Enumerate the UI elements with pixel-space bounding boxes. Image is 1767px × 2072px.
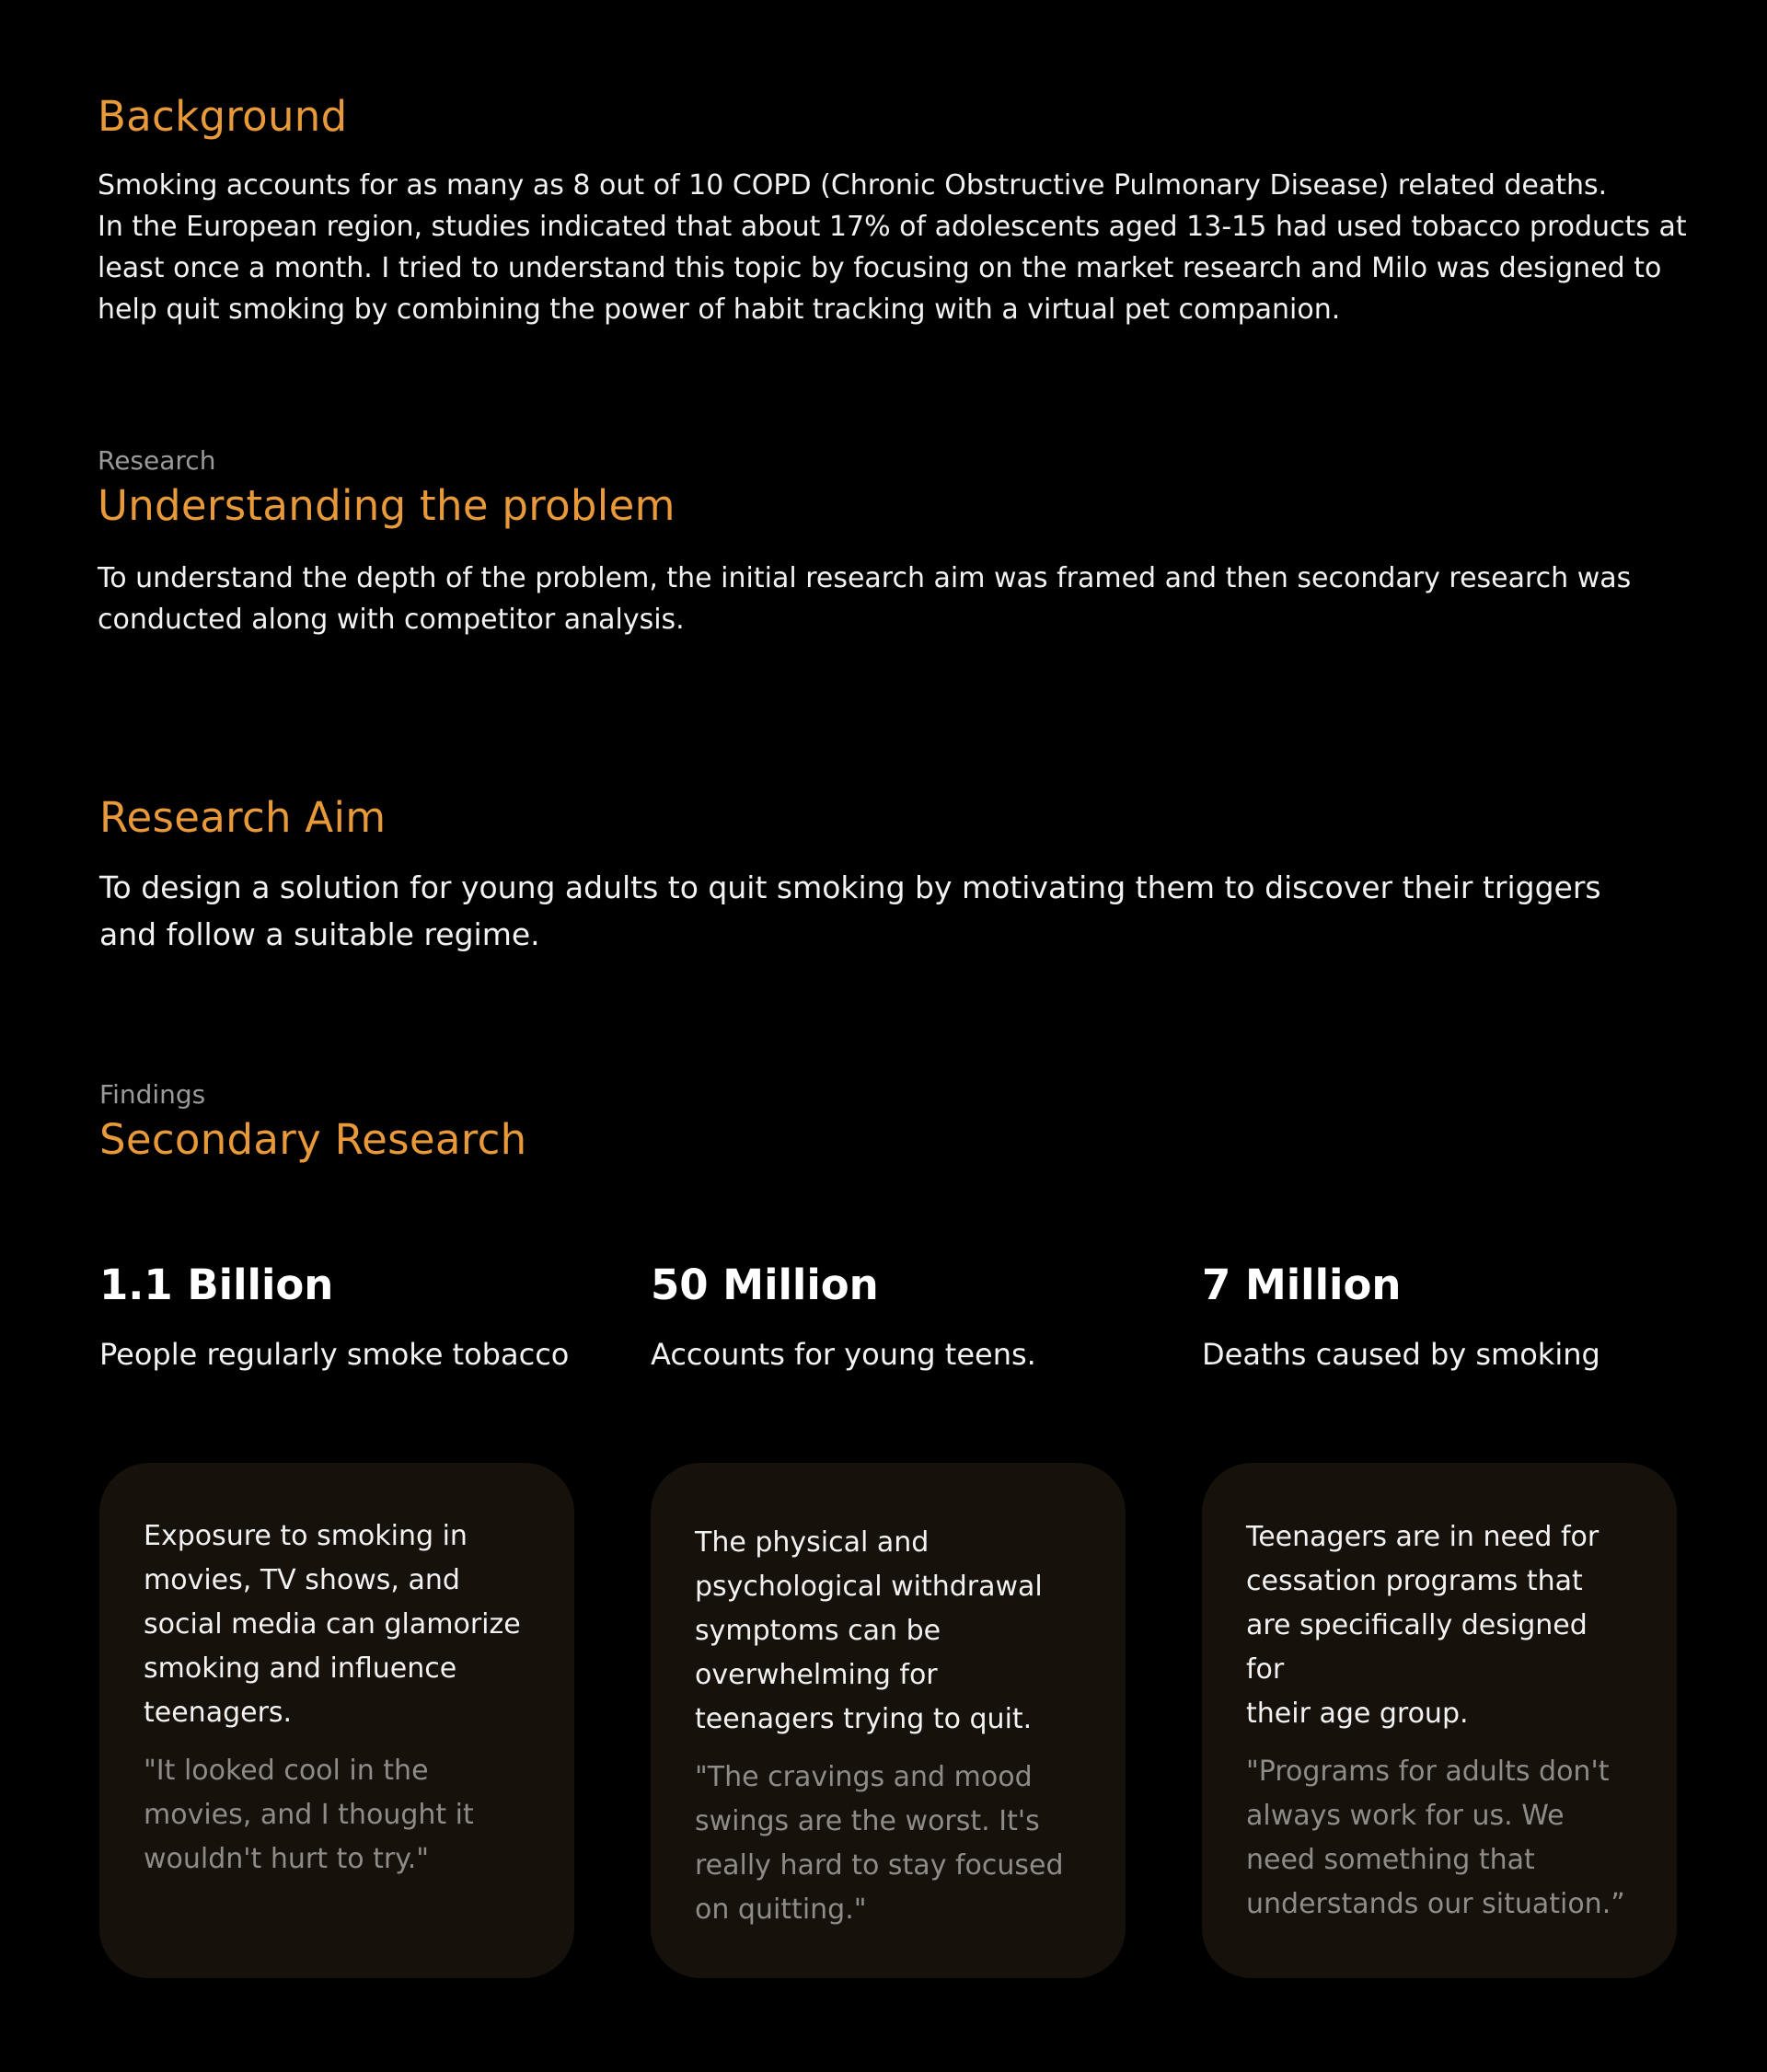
card-quote-line: understands our situation.” bbox=[1246, 1888, 1625, 1920]
card-quote-line: movies, and I thought it bbox=[144, 1799, 474, 1831]
findings-section bbox=[99, 1079, 1710, 1164]
card-quote bbox=[1246, 1750, 1633, 1927]
research-eyebrow: Research bbox=[98, 445, 216, 476]
stat-2 bbox=[651, 1260, 1148, 1372]
card-text-line: overwhelming for bbox=[695, 1659, 938, 1691]
card-text-line: The physical and bbox=[695, 1526, 930, 1559]
card-quote-line: really hard to stay focused bbox=[695, 1849, 1064, 1882]
card-quote-line: "The cravings and mood bbox=[695, 1761, 1033, 1793]
research-section bbox=[98, 445, 1708, 640]
research-line: conducted along with competitor analysis. bbox=[98, 604, 685, 636]
findings-heading: Secondary Research bbox=[99, 1115, 527, 1164]
aim-line: and follow a suitable regime. bbox=[99, 916, 540, 952]
background-paragraph bbox=[98, 165, 1708, 330]
finding-card-1 bbox=[99, 1463, 574, 1978]
card-text-line: teenagers. bbox=[144, 1697, 293, 1729]
card-text-line: teenagers trying to quit. bbox=[695, 1703, 1033, 1735]
card-text-line: psychological withdrawal bbox=[695, 1571, 1043, 1603]
stat-value: 50 Million bbox=[651, 1260, 879, 1309]
background-line: least once a month. I tried to understand this topic by focusing on the market research and Milo was designed to bbox=[98, 252, 1662, 284]
card-quote bbox=[144, 1749, 530, 1882]
finding-card-2 bbox=[651, 1463, 1126, 1978]
card-quote-line: on quitting." bbox=[695, 1894, 867, 1926]
aim-line: To design a solution for young adults to quit smoking by motivating them to discover their triggers bbox=[99, 869, 1601, 905]
card-quote-line: wouldn't hurt to try." bbox=[144, 1843, 430, 1875]
card-quote bbox=[695, 1755, 1081, 1932]
card-quote-line: swings are the worst. It's bbox=[695, 1805, 1040, 1837]
stat-label: People regularly smoke tobacco bbox=[99, 1337, 570, 1372]
research-paragraph bbox=[98, 558, 1708, 640]
card-text-line: cessation programs that bbox=[1246, 1565, 1583, 1597]
card-text-line: are specifically designed for bbox=[1246, 1609, 1588, 1686]
research-line: To understand the depth of the problem, the initial research aim was framed and then secondary research was bbox=[98, 562, 1632, 594]
background-line: help quit smoking by combining the power of habit tracking with a virtual pet companion. bbox=[98, 294, 1341, 326]
card-quote-line: always work for us. We bbox=[1246, 1800, 1565, 1832]
background-heading: Background bbox=[98, 92, 348, 141]
card-quote-line: "Programs for adults don't bbox=[1246, 1755, 1610, 1788]
card-quote-line: need something that bbox=[1246, 1844, 1535, 1876]
aim-heading: Research Aim bbox=[99, 793, 387, 842]
stat-label: Deaths caused by smoking bbox=[1202, 1337, 1600, 1372]
card-text-line: symptoms can be bbox=[695, 1615, 941, 1647]
stat-1 bbox=[99, 1260, 596, 1372]
background-section bbox=[98, 92, 1708, 330]
card-text-line: their age group. bbox=[1246, 1698, 1469, 1730]
stat-label: Accounts for young teens. bbox=[651, 1337, 1036, 1372]
background-line: Smoking accounts for as many as 8 out of 10 COPD (Chronic Obstructive Pulmonary Disease) related deaths. bbox=[98, 169, 1608, 201]
stat-value: 7 Million bbox=[1202, 1260, 1402, 1309]
aim-paragraph bbox=[99, 864, 1710, 958]
card-text-line: social media can glamorize bbox=[144, 1608, 521, 1640]
card-text-line: Teenagers are in need for bbox=[1246, 1521, 1600, 1553]
card-text-line: movies, TV shows, and bbox=[144, 1564, 460, 1596]
aim-section bbox=[99, 793, 1710, 958]
card-text-line: smoking and influence bbox=[144, 1652, 457, 1685]
card-text-line: Exposure to smoking in bbox=[144, 1520, 468, 1552]
stat-3 bbox=[1202, 1260, 1699, 1372]
research-heading: Understanding the problem bbox=[98, 481, 676, 530]
stat-value: 1.1 Billion bbox=[99, 1260, 334, 1309]
card-quote-line: "It looked cool in the bbox=[144, 1755, 429, 1787]
finding-card-3 bbox=[1202, 1463, 1677, 1978]
background-line: In the European region, studies indicated that about 17% of adolescents aged 13-15 had used tobacco products at bbox=[98, 211, 1687, 243]
findings-eyebrow: Findings bbox=[99, 1079, 206, 1110]
